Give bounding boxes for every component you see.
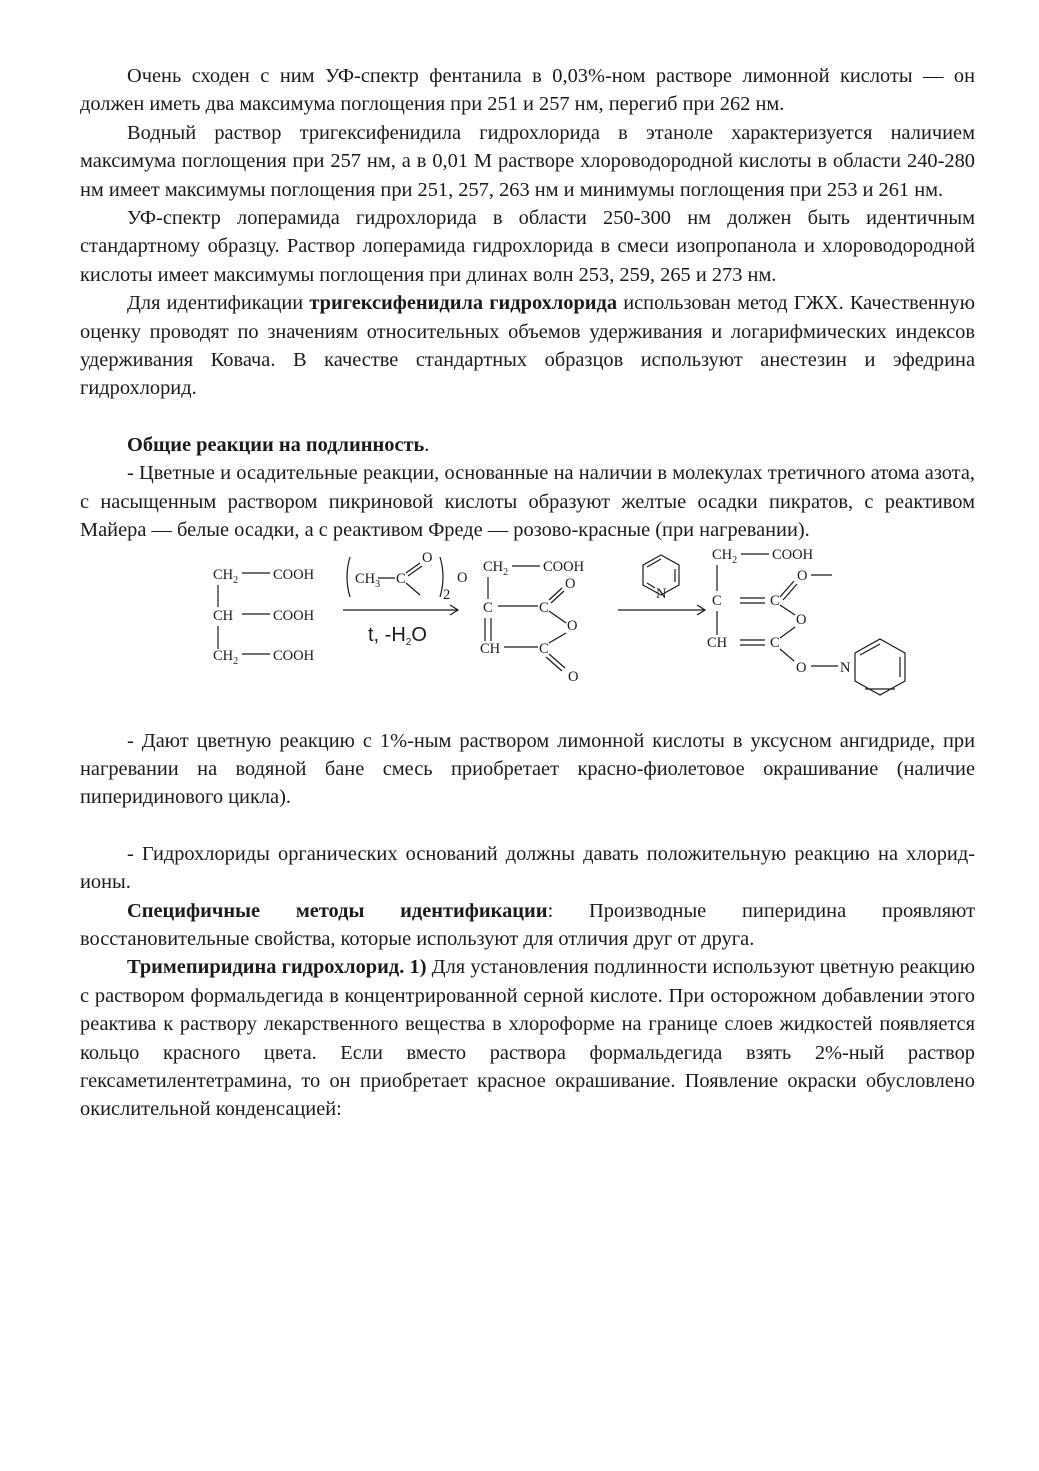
ch-label: CH [707, 634, 728, 651]
paragraph-gc-identification [80, 289, 975, 403]
text-run: использован метод ГЖХ. Качественную оценку проводят по значениям относительных объемов удерживания и логарифмических индексов удерживания Ковача. В качестве стандартных образцов используют анестезин и эфедрина гидрохлорид. [80, 292, 975, 400]
ch3-label: $CH_3$ [355, 570, 381, 590]
reaction-scheme-svg [80, 547, 975, 727]
pyridine-reagent [618, 555, 705, 615]
ch2-label: $CH_2$ [712, 546, 738, 566]
text-run: Для установления подлинности используют цветную реакцию с раствором формальдегида в концентрированной серной кислоте. При осторожном добавлении этого реактива к раствору лекарственного вещества в хлороформе на границе слоев жидкостей появляется кольцо красного цвета. Если вместо раствора формальдегида взять 2%-ный раствор гексаметилентетрамина, то он приобретает красное окрашивание. Появление окраски обусловлено окислительной конденсацией: [80, 956, 975, 1121]
cooh-label: COOH [543, 558, 585, 575]
text-run: Для идентификации [127, 292, 310, 315]
intermediate-structure [480, 559, 585, 685]
reaction-scheme [80, 547, 975, 727]
document-page [80, 62, 975, 1124]
c-label: C [539, 599, 549, 616]
paragraph-precipitation-reactions: - Цветные и осадительные реакции, основанные на наличии в молекулах третичного атома азота, с насыщенным раствором пикриновой кислоты образуют желтые осадки пикратов, с реактивом Майера — белые осадки, а с реактивом Фреде — розово-красные (при нагревании). [80, 462, 975, 542]
c-label: C [770, 592, 780, 609]
c-label: C [396, 570, 406, 587]
paragraph-trihexyphenidyl-uv: Водный раствор тригексифенидила гидрохлорида в этаноле характеризуется наличием максимума поглощения при 257 нм, а в 0,01 М растворе хлороводородной кислоты в области 240-280 нм имеет максимумы поглощения при 251, 257, 263 нм и минимумы поглощения при 253 и 261 нм. [80, 121, 975, 201]
c-label: C [483, 599, 493, 616]
reaction-conditions: t, $-H_2O$ [368, 623, 427, 648]
paragraph-chloride-ions: - Гидрохлориды органических оснований должны давать положительную реакцию на хлорид-ионы. [80, 842, 975, 894]
paragraph-loperamide-uv: УФ-спектр лоперамида гидрохлорида в области 250-300 нм должен быть идентичным стандартному образцу. Раствор лоперамида гидрохлорида в смеси изопропанола и хлороводородной кислоты имеет максимумы поглощения при длинах волн 253, 259, 265 и 273 нм. [80, 207, 975, 286]
cooh-label: COOH [273, 566, 315, 583]
o-label: O [422, 549, 433, 566]
ch2-label: $CH_2$ [213, 566, 239, 586]
o-label: O [796, 659, 807, 676]
paragraph-specific-methods [80, 897, 975, 954]
o-label: O [565, 575, 576, 592]
n-label: N [840, 659, 851, 676]
o-label: O [796, 611, 807, 628]
o-label: O [567, 617, 578, 634]
reagent-subscript: 2 [443, 586, 451, 603]
section-heading-general-reactions [80, 431, 975, 459]
bold-term: тригексифенидила гидрохлорида [309, 292, 618, 315]
acetic-anhydride-reagent [343, 550, 467, 648]
paragraph-citric-acid-reaction: - Дают цветную реакцию с 1%-ным раствором лимонной кислоты в уксусном ангидриде, при нагревании на водяной бане смесь приобретает красно-фиолетовое окрашивание (наличие пиперидинового цикла). [80, 729, 975, 809]
o-label: O [797, 567, 808, 584]
paragraph-trimeperidine [80, 953, 975, 1123]
n-label: N [656, 585, 667, 602]
c-label: C [712, 592, 722, 609]
text-run: : Производные пиперидина проявляют восстановительные свойства, которые используют для отличия друг от друга. [80, 899, 976, 950]
paragraph-fentanyl-uv: Очень сходен с ним УФ-спектр фентанила в 0,03%-ном растворе лимонной кислоты — он должен иметь два максимума поглощения при 251 и 257 нм, перегиб при 262 нм. [80, 65, 975, 116]
o-label: O [457, 569, 468, 586]
c-label: C [770, 634, 780, 651]
o-label: O [568, 668, 579, 685]
cooh-label: COOH [273, 647, 315, 664]
citric-acid-structure [213, 567, 315, 667]
ch2-label: $CH_2$ [213, 647, 239, 667]
cooh-label: COOH [273, 607, 315, 624]
heading-text: Общие реакции на подлинность [127, 433, 425, 456]
ch-label: CH [480, 640, 501, 657]
ch2-label: $CH_2$ [483, 558, 509, 578]
product-structure [707, 547, 905, 695]
bold-term: Специфичные методы идентификации [127, 899, 548, 922]
bold-term: Тримепиридина гидрохлорид. 1) [127, 956, 427, 979]
c-label: C [539, 640, 549, 657]
cooh-label: COOH [772, 546, 814, 563]
heading-tail: . [424, 433, 430, 456]
ch-label: CH [213, 607, 234, 624]
